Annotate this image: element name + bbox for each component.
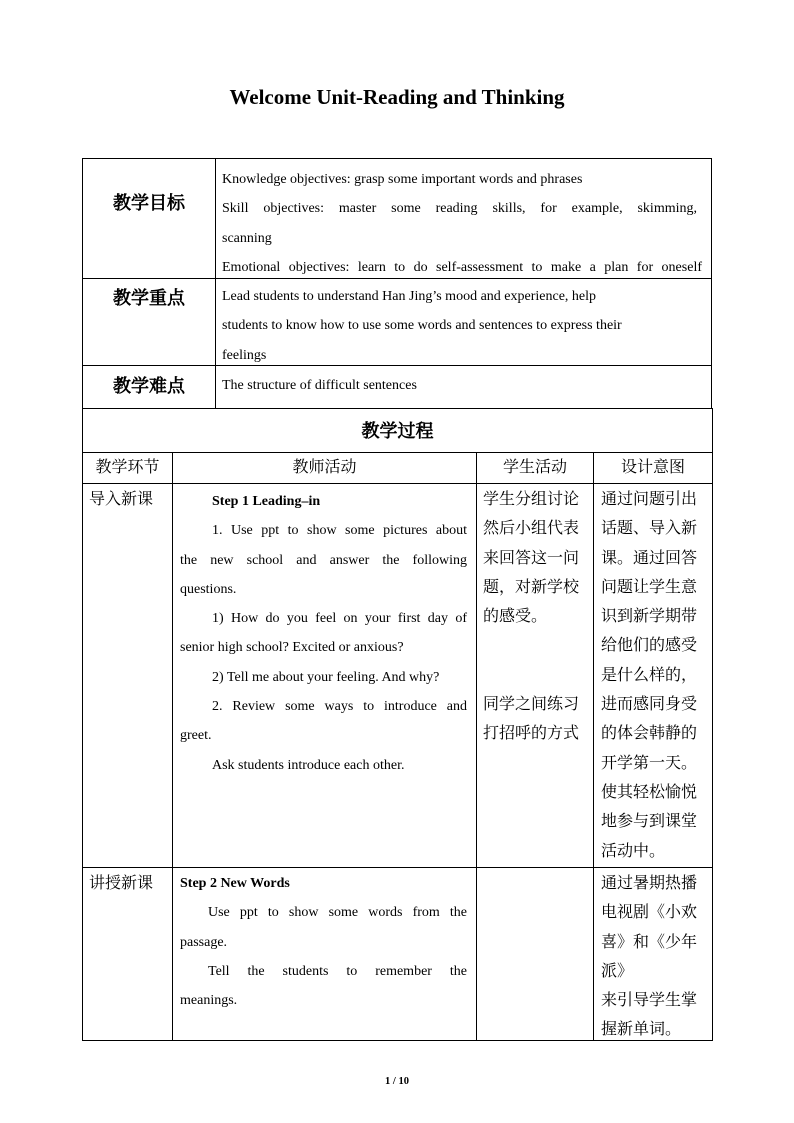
design-intent-text bbox=[601, 485, 697, 866]
difficulties-text bbox=[222, 371, 417, 400]
difficulties-label: 教学难点 bbox=[113, 376, 185, 396]
teacher-line: greet. bbox=[180, 728, 212, 744]
teacher-line: senior high school? Excited or anxious? bbox=[180, 640, 404, 656]
student-activity-cell bbox=[476, 867, 594, 1041]
objective-line: Skill objectives: master some reading skills, for example, skimming, bbox=[222, 201, 697, 217]
student-line: 打招呼的方式 bbox=[483, 725, 580, 743]
design-line: 话题、导入新 bbox=[601, 520, 698, 538]
key-points-label-cell bbox=[82, 278, 216, 366]
header-design-cell bbox=[593, 452, 713, 484]
design-line: 通过暑期热播 bbox=[601, 875, 698, 892]
objective-line: Knowledge objectives: grasp some important words and phrases bbox=[222, 172, 583, 187]
student-line: 学生分组讨论 bbox=[483, 491, 580, 508]
header-student-cell bbox=[476, 452, 594, 484]
objectives-text bbox=[222, 165, 702, 282]
design-line: 喜》和《少年 bbox=[601, 933, 698, 951]
teacher-activity-text bbox=[180, 487, 467, 780]
difficulty-line: The structure of difficult sentences bbox=[222, 378, 417, 393]
header-stage-cell bbox=[82, 452, 173, 484]
design-line: 握新单词。 bbox=[601, 1021, 682, 1039]
header-teacher-cell bbox=[172, 452, 477, 484]
design-line: 是什么样的， bbox=[601, 666, 698, 684]
process-title-cell bbox=[82, 408, 713, 453]
teacher-activity-text bbox=[180, 869, 467, 1015]
step-heading: Step 1 Leading–in bbox=[212, 494, 321, 509]
teacher-line: meanings. bbox=[180, 993, 238, 1009]
teacher-line: Ask students introduce each other. bbox=[212, 757, 405, 773]
teacher-activity-cell bbox=[172, 483, 477, 868]
objective-line: Emotional objectives: learn to do self-assessment to make a plan for oneself bbox=[222, 259, 702, 275]
process-title: 教学过程 bbox=[361, 421, 434, 441]
design-line: 进而感同身受 bbox=[601, 696, 698, 714]
teacher-line: passage. bbox=[180, 934, 228, 950]
design-line: 地参与到课堂 bbox=[601, 813, 698, 831]
student-line: 题，对新学校 bbox=[483, 578, 580, 596]
objectives-label: 教学目标 bbox=[113, 193, 185, 213]
document-title: Welcome Unit-Reading and Thinking bbox=[229, 85, 565, 109]
key-point-line: feelings bbox=[222, 347, 267, 363]
step-heading: Step 2 New Words bbox=[180, 876, 290, 891]
teacher-line: the new school and answer the following bbox=[180, 552, 467, 568]
objective-line: scanning bbox=[222, 230, 272, 246]
header-stage: 教学环节 bbox=[95, 459, 160, 476]
design-line: 通过问题引出 bbox=[601, 491, 698, 508]
header-design: 设计意图 bbox=[620, 459, 685, 476]
design-intent-cell bbox=[593, 867, 713, 1041]
header-student: 学生活动 bbox=[502, 459, 567, 476]
design-line: 活动中。 bbox=[601, 842, 666, 860]
design-line: 问题让学生意 bbox=[601, 578, 698, 596]
teacher-line: questions. bbox=[180, 581, 237, 597]
objectives-content-cell bbox=[215, 158, 712, 279]
design-line: 开学第一天。 bbox=[601, 754, 698, 772]
design-line: 来引导学生掌 bbox=[601, 992, 698, 1010]
teacher-line: 1) How do you feel on your first day of bbox=[212, 611, 467, 627]
key-point-line: Lead students to understand Han Jing’s mood and experience, help bbox=[222, 289, 597, 304]
design-line: 的体会韩静的 bbox=[601, 725, 698, 743]
design-intent-text bbox=[601, 869, 697, 1045]
stage-label: 讲授新课 bbox=[89, 875, 154, 892]
header-teacher: 教师活动 bbox=[292, 459, 357, 476]
key-points-content-cell bbox=[215, 278, 712, 366]
student-activity-text bbox=[483, 485, 579, 749]
objectives-label-cell bbox=[82, 158, 216, 279]
design-line: 课。通过回答 bbox=[601, 549, 698, 567]
stage-cell bbox=[82, 867, 173, 1041]
key-point-line: students to know how to use some words and sentences to express their bbox=[222, 318, 622, 334]
stage-cell bbox=[82, 483, 173, 868]
design-line: 电视剧《小欢 bbox=[601, 904, 698, 922]
page-number: 1 / 10 bbox=[385, 1076, 409, 1087]
student-activity-cell bbox=[476, 483, 594, 868]
difficulties-label-cell bbox=[82, 365, 216, 409]
student-line: 的感受。 bbox=[483, 608, 548, 626]
design-line: 使其轻松愉悦 bbox=[601, 783, 698, 801]
stage-label: 导入新课 bbox=[89, 491, 154, 508]
student-line: 来回答这一问 bbox=[483, 549, 580, 567]
design-line: 识到新学期带 bbox=[601, 608, 698, 626]
teacher-line: 1. Use ppt to show some pictures about bbox=[212, 523, 467, 539]
teacher-line: 2. Review some ways to introduce and bbox=[212, 699, 467, 715]
design-line: 给他们的感受 bbox=[601, 637, 698, 655]
key-points-text bbox=[222, 282, 622, 370]
teacher-line: 2) Tell me about your feeling. And why? bbox=[212, 669, 440, 685]
teacher-activity-cell bbox=[172, 867, 477, 1041]
difficulties-content-cell bbox=[215, 365, 712, 409]
key-points-label: 教学重点 bbox=[113, 288, 185, 308]
design-line: 派》 bbox=[601, 962, 634, 980]
student-line: 同学之间练习 bbox=[483, 696, 580, 714]
student-line: 然后小组代表 bbox=[483, 520, 580, 538]
teacher-line: Tell the students to remember the bbox=[208, 963, 467, 979]
teacher-line: Use ppt to show some words from the bbox=[208, 905, 467, 921]
design-intent-cell bbox=[593, 483, 713, 868]
